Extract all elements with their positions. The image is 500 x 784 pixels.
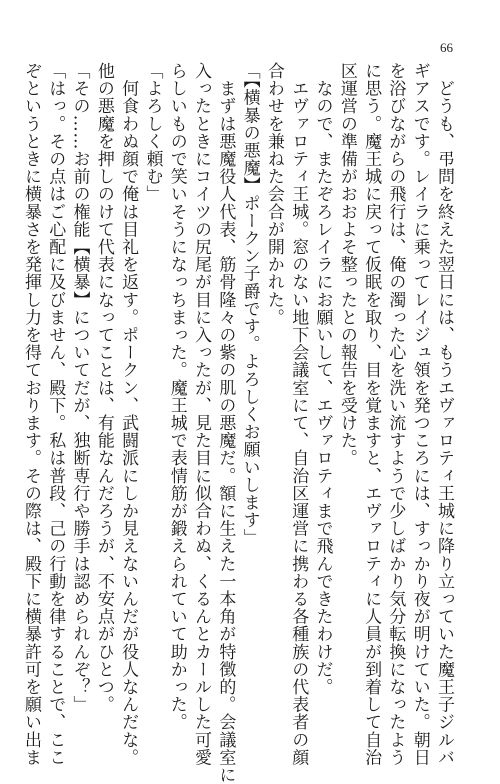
- novel-text-body: [20, 62, 456, 784]
- text-line: なので、またぞろレイラにお願いして、エヴァロティまで飛んできたわけだ。: [312, 62, 333, 696]
- text-line: に思う。魔王城に戻って仮眠を取り、目を覚ますと、エヴァロティに人員が到着して自治: [361, 62, 382, 766]
- text-line: 「【横暴の悪魔】ポークン子爵です。よろしくお願いします」: [239, 62, 260, 547]
- text-line: 合わせを兼ねた会合が開かれた。: [263, 62, 284, 326]
- text-line: 区運営の準備がおおよそ整ったとの報告を受けた。: [336, 62, 357, 467]
- text-line: ギアスです。レイラに乗ってレイジュ領を発つころには、すっかり夜が明けていた。朝日: [409, 62, 430, 766]
- text-line: どうも、弔問を終えた翌日には、もうエヴァロティ王城に降り立っていた魔王子ジルバ: [434, 62, 454, 766]
- text-line: エヴァロティ王城。窓のない地下会議室にて、自治区運営に携わる各種族の代表者の顔: [288, 62, 309, 766]
- text-line: を浴びながらの飛行は、俺の濁った心を洗い流すようで少しばかり気分転換になったよう: [385, 62, 406, 766]
- text-line: 何食わぬ顔で俺は目礼を返す。ポークン、武闘派にしか見えないんだが役人なんだな。: [118, 62, 139, 766]
- text-line: 「はっ。その点はご心配に及びません、殿下。私は普段、己の行動を律することで、ここ: [45, 62, 66, 766]
- text-line: らしいもので笑いそうになっちまった。魔王城で表情筋が鍛えられていて助かった。: [166, 62, 187, 731]
- text-line: 「その……お前の権能【横暴】についてだが、独断専行や勝手は認められんぞ？」: [69, 62, 90, 714]
- text-line: まずは悪魔役人代表、筋骨隆々の紫の肌の悪魔だ。額に生えた一本角が特徴的。会議室に: [215, 62, 236, 784]
- page-number: 66: [440, 40, 453, 55]
- text-line: 「よろしく頼む」: [142, 62, 163, 203]
- text-line: ぞというときに横暴さを発揮し力を得ております。その際は、殿下に横暴許可を願い出ま: [20, 62, 41, 766]
- text-line: 入ったときにコイツの尻尾が目に入ったが、見た目に似合わぬ、くるんとカールした可愛: [191, 62, 212, 766]
- text-line: 他の悪魔を押しのけて代表になってことは、有能なんだろうが、不安点がひとつ。: [93, 62, 114, 714]
